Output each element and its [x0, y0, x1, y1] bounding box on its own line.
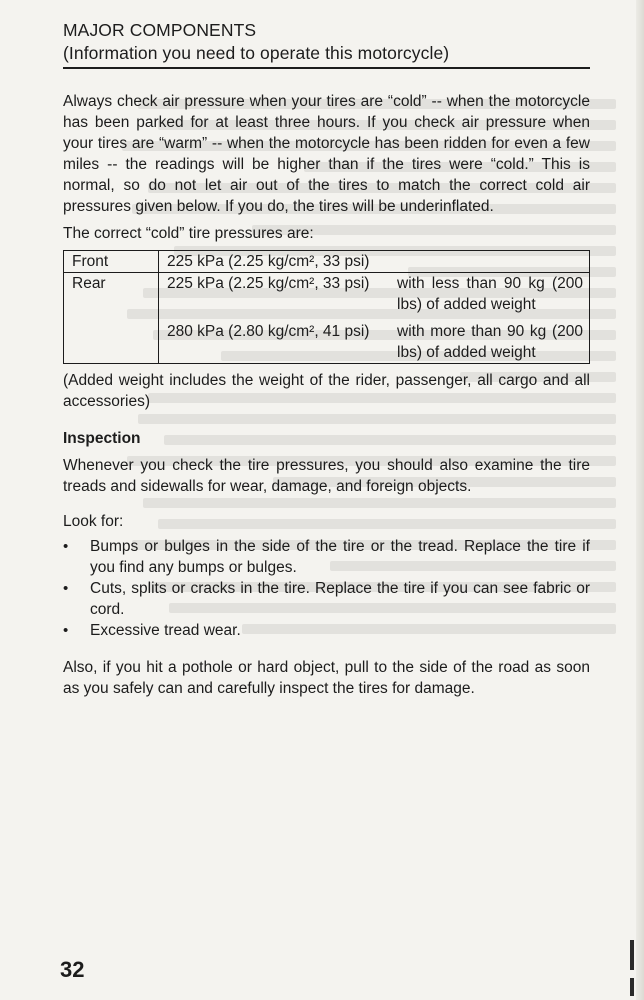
section-header [63, 19, 590, 65]
pressure-value-front: 225 kPa (2.25 kg/cm², 33 psi) [159, 251, 590, 273]
table-row-front [64, 251, 590, 273]
page-number: 32 [60, 957, 85, 982]
pressures-intro: The correct “cold” tire pressures are: [63, 225, 314, 242]
list-item [63, 536, 590, 578]
bullet-icon: • [63, 538, 69, 555]
header-divider [63, 67, 590, 69]
bullet-icon: • [63, 622, 69, 639]
table-row-rear-light [64, 273, 590, 316]
load-condition-rear-light: with less than 90 kg (200 lbs) of added weight [397, 275, 583, 313]
tire-pressure-table [63, 250, 590, 364]
position-label-rear: Rear [64, 273, 159, 364]
list-item-text: Cuts, splits or cracks in the tire. Replace the tire if you can see fabric or cord. [90, 580, 590, 618]
pothole-paragraph: Also, if you hit a pothole or hard object, pull to the side of the road as soon as you safely can and carefully inspect the tires for damage. [63, 659, 590, 697]
position-label-front: Front [64, 251, 159, 273]
added-weight-note: (Added weight includes the weight of the rider, passenger, all cargo and all accessories) [63, 372, 590, 410]
pressure-value-rear-heavy: 280 kPa (2.80 kg/cm², 41 psi) [167, 323, 370, 340]
inspection-paragraph: Whenever you check the tire pressures, you should also examine the tire treads and sidewalls for wear, damage, and foreign objects. [63, 457, 590, 495]
list-item [63, 620, 590, 641]
page-edge [636, 0, 644, 1000]
section-title: MAJOR COMPONENTS [63, 20, 257, 40]
load-condition-rear-heavy: with more than 90 kg (200 lbs) of added weight [397, 323, 583, 361]
page-content [63, 91, 590, 699]
binding-mark [630, 978, 634, 996]
binding-mark [630, 940, 634, 970]
bullet-icon: • [63, 580, 69, 597]
look-for-list [63, 536, 590, 641]
section-subtitle: (Information you need to operate this motorcycle) [63, 43, 450, 63]
intro-paragraph: Always check air pressure when your tires are “cold” -- when the motorcycle has been parked for at least three hours. If you check air pressure when your tires are “warm” -- when the motorcycle has been ridden for even a few miles -- the readings will be higher than if the tires were “cold.” This is normal, so do not let air out of the tires to match the correct cold air pressures given below. If you do, the tires will be underinflated. [63, 93, 590, 215]
pressure-value-rear-light: 225 kPa (2.25 kg/cm², 33 psi) [167, 275, 370, 292]
list-item-text: Bumps or bulges in the side of the tire or the tread. Replace the tire if you find any bumps or bulges. [90, 538, 590, 576]
look-for-label: Look for: [63, 513, 124, 530]
list-item [63, 578, 590, 620]
inspection-heading: Inspection [63, 430, 141, 447]
list-item-text: Excessive tread wear. [90, 622, 241, 639]
